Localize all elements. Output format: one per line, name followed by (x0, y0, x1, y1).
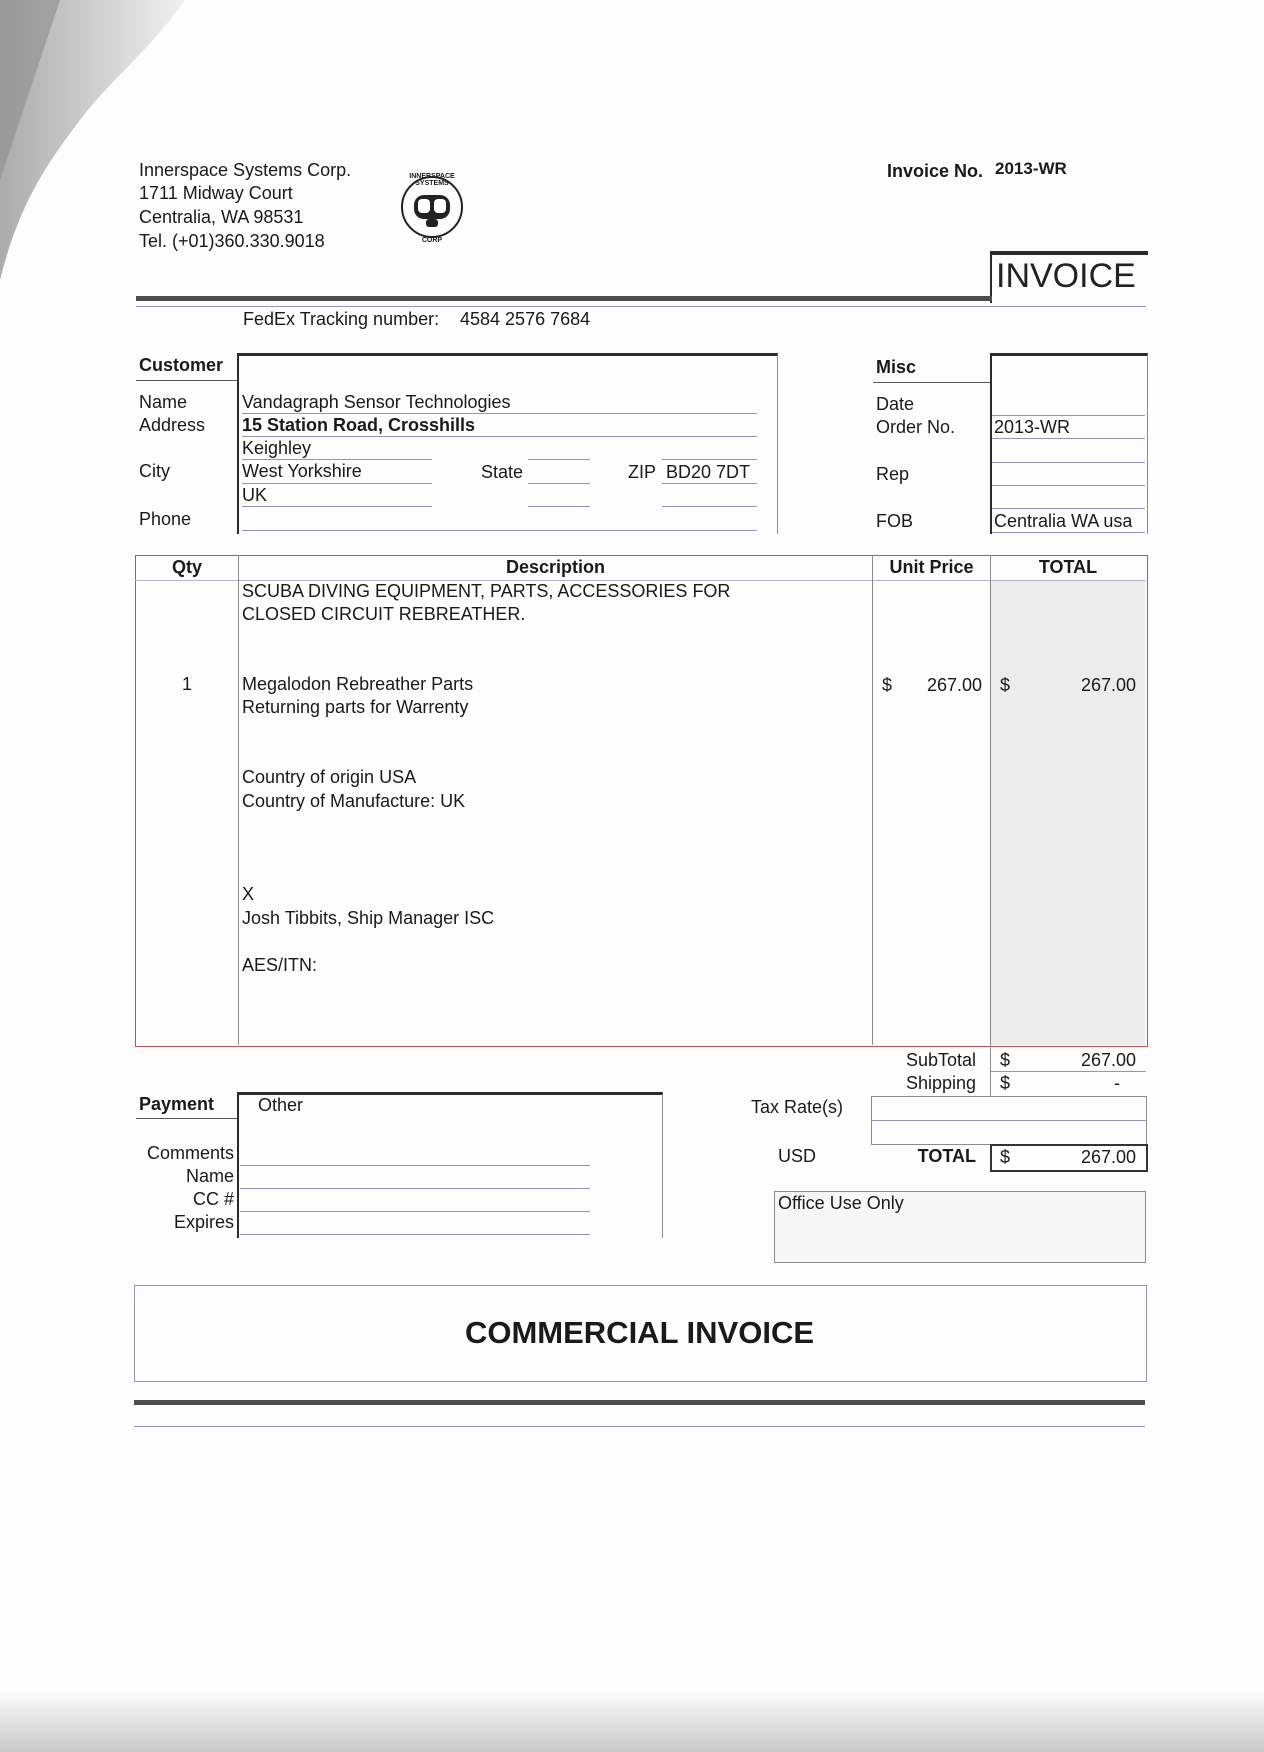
zip-rule (662, 483, 757, 484)
payment-header: Payment (139, 1094, 215, 1114)
shipping-label: Shipping (905, 1073, 976, 1093)
description-header: Description (505, 557, 606, 577)
customer-zip: BD20 7DT (666, 462, 751, 482)
customer-address-line1: 15 Station Road, Crosshills (242, 415, 476, 435)
comments-rule (240, 1165, 590, 1166)
customer-city-label: City (139, 461, 170, 481)
customer-state-label: State (481, 462, 524, 482)
misc-rep-rule (992, 485, 1145, 486)
item-line-1: Megalodon Rebreather Parts (242, 674, 474, 694)
footer-title: COMMERCIAL INVOICE (464, 1315, 815, 1350)
customer-city: West Yorkshire (242, 461, 362, 481)
customer-address-line2: Keighley (242, 438, 312, 458)
subtotal-rule (990, 1071, 1146, 1072)
item-unit-price: 267.00 (926, 675, 982, 695)
customer-name: Vandagraph Sensor Technologies (242, 392, 511, 412)
office-use-label: Office Use Only (778, 1193, 904, 1213)
footer-rule (134, 1400, 1145, 1405)
state-upper-rule (528, 459, 590, 460)
misc-date-label: Date (876, 394, 915, 414)
subtotal-value: 267.00 (1080, 1050, 1136, 1070)
misc-date-rule (992, 415, 1145, 416)
total-currency: $ (1000, 675, 1011, 695)
tax-rate-mid-rule (871, 1120, 1146, 1121)
item-qty: 1 (181, 674, 192, 694)
misc-header: Misc (876, 357, 917, 377)
item-total: 267.00 (1080, 675, 1136, 695)
page-bottom-shadow (0, 1690, 1264, 1752)
payment-method: Other (258, 1095, 304, 1115)
subtotal-currency: $ (1000, 1050, 1011, 1070)
misc-order-rule (992, 438, 1145, 439)
payment-name-rule (240, 1188, 590, 1189)
zip-lower-rule (662, 506, 757, 507)
company-name: Innerspace Systems Corp. (139, 160, 352, 180)
qty-col-divider (238, 555, 239, 1045)
tracking-label: FedEx Tracking number: (243, 309, 440, 329)
comments-label: Comments (146, 1143, 234, 1163)
tracking-number: 4584 2576 7684 (460, 309, 591, 329)
misc-order-label: Order No. (876, 417, 956, 437)
subtotal-label: SubTotal (905, 1050, 976, 1070)
customer-country: UK (242, 485, 268, 505)
intro-line-1: SCUBA DIVING EQUIPMENT, PARTS, ACCESSORIES FOR (242, 581, 731, 601)
tax-rate-label: Tax Rate(s) (751, 1097, 844, 1117)
shipping-currency: $ (1000, 1073, 1011, 1093)
misc-fob-label: FOB (876, 511, 914, 531)
page-fold-shadow (0, 0, 190, 300)
payment-name-label: Name (185, 1166, 234, 1186)
logo-text-top: INNERSPACE SYSTEMS (409, 173, 455, 187)
desc-col-divider (872, 555, 873, 1045)
total-header: TOTAL (1038, 557, 1098, 577)
item-line-2: Returning parts for Warrenty (242, 697, 469, 717)
price-col-divider (990, 555, 991, 1045)
grand-total-value: 267.00 (1080, 1147, 1136, 1167)
customer-phone-label: Phone (139, 509, 192, 529)
company-phone: Tel. (+01)360.330.9018 (139, 231, 325, 251)
unit-price-header: Unit Price (889, 557, 974, 577)
invoice-number: 2013-WR (995, 159, 1067, 178)
aes-label: AES/ITN: (242, 955, 318, 975)
customer-zip-label: ZIP (628, 462, 657, 482)
misc-order-no: 2013-WR (994, 417, 1071, 437)
misc-box (990, 353, 1148, 534)
misc-fob: Centralia WA usa (994, 511, 1133, 531)
signatory: Josh Tibbits, Ship Manager ISC (242, 908, 495, 928)
customer-name-label: Name (139, 392, 188, 412)
signature-mark: X (242, 884, 255, 904)
grand-total-label: TOTAL (917, 1146, 976, 1166)
misc-rep-label: Rep (876, 464, 910, 484)
payment-header-underline (136, 1118, 238, 1119)
customer-header-underline (136, 380, 238, 381)
header-rule-thin (136, 306, 1146, 307)
origin-line-2: Country of Manufacture: UK (242, 791, 466, 811)
logo-text-bottom: CORP (421, 237, 443, 244)
state-rule (528, 483, 590, 484)
total-column-shading (991, 580, 1145, 1045)
address-line1-rule (242, 436, 757, 437)
misc-blank-rule-2 (992, 508, 1145, 509)
totals-divider (990, 1045, 991, 1097)
grand-total-currency: $ (1000, 1147, 1011, 1167)
invoice-number-label: Invoice No. (887, 161, 984, 181)
shipping-value: - (1114, 1073, 1120, 1093)
company-city: Centralia, WA 98531 (139, 207, 304, 227)
footer-rule-thin (134, 1426, 1145, 1427)
company-logo (388, 173, 476, 247)
misc-blank-rule (992, 462, 1145, 463)
country-rule (242, 506, 432, 507)
currency-code: USD (778, 1146, 817, 1166)
misc-fob-rule (992, 532, 1145, 533)
company-street: 1711 Midway Court (139, 183, 293, 203)
cc-label: CC # (192, 1189, 234, 1209)
address-line2-rule (242, 459, 432, 460)
name-line (242, 413, 757, 414)
misc-header-underline (873, 382, 991, 383)
city-rule (242, 483, 432, 484)
zip-upper-rule (662, 459, 757, 460)
origin-line-1: Country of origin USA (242, 767, 417, 787)
intro-line-2: CLOSED CIRCUIT REBREATHER. (242, 604, 526, 624)
cc-rule (240, 1211, 590, 1212)
expires-label: Expires (173, 1212, 234, 1232)
expires-rule (240, 1234, 590, 1235)
unit-price-currency: $ (882, 675, 893, 695)
state-lower-rule (528, 506, 590, 507)
qty-header: Qty (171, 557, 202, 577)
customer-address-label: Address (139, 415, 206, 435)
invoice-title: INVOICE (996, 257, 1136, 295)
header-rule (136, 296, 992, 301)
customer-header: Customer (139, 355, 224, 375)
phone-rule (242, 530, 757, 531)
